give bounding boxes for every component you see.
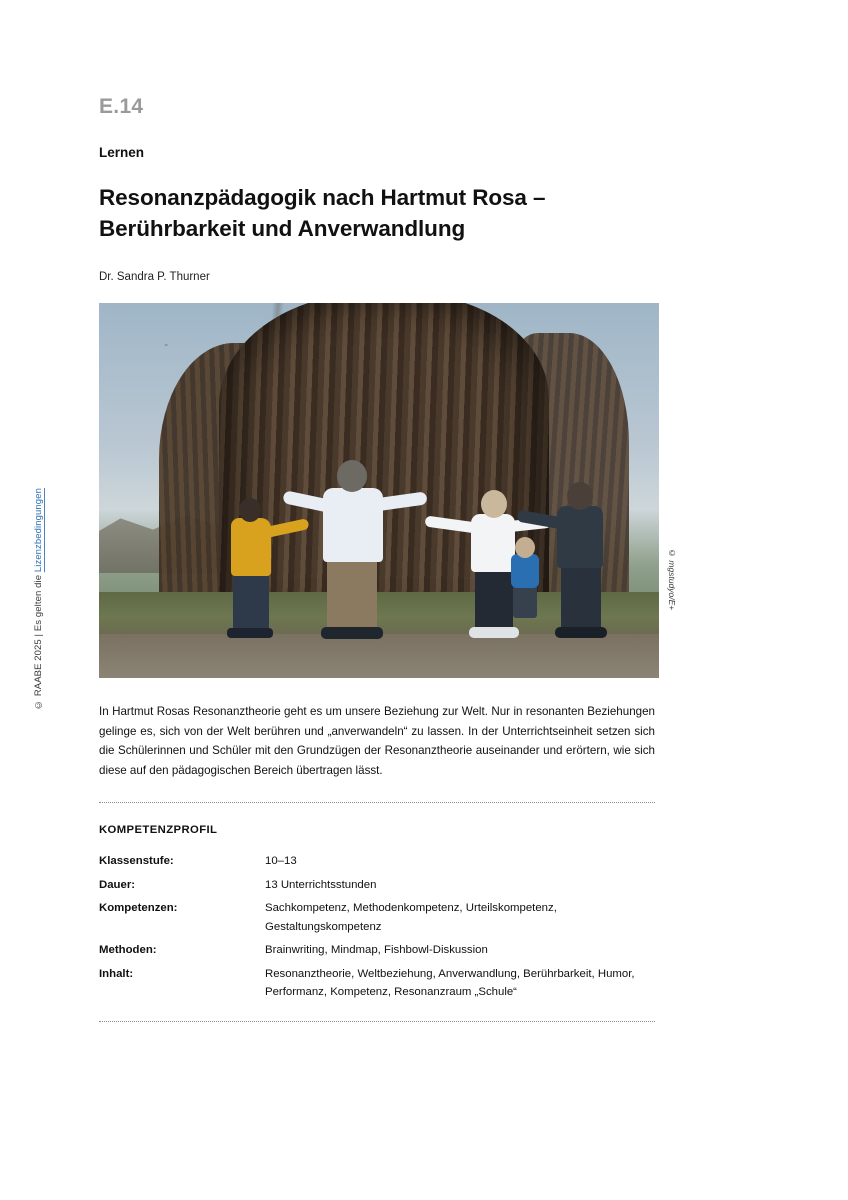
photo-person-1 xyxy=(209,494,287,634)
divider-top xyxy=(99,802,655,803)
competence-profile-heading: KOMPETENZPROFIL xyxy=(99,824,218,836)
hero-figure xyxy=(99,303,677,678)
hero-image xyxy=(99,303,659,678)
table-row xyxy=(99,852,655,876)
page-title: Resonanzpädagogik nach Hartmut Rosa – Berührbarkeit und Anverwandlung xyxy=(99,185,546,241)
row-value: Sachkompetenz, Methodenkompetenz, Urteilskompetenz, Gestaltungskompetenz xyxy=(265,902,557,933)
row-value: Resonanztheorie, Weltbeziehung, Anverwandlung, Berührbarkeit, Humor, Performanz, Kompetenz, Resonanzraum „Schule“ xyxy=(265,967,635,998)
row-key: Klassenstufe: xyxy=(99,855,174,867)
intro-paragraph: In Hartmut Rosas Resonanztheorie geht es um unsere Beziehung zur Welt. Nur in resonanten Beziehungen gelinge es, sich von der Welt berühren und „anverwandeln“ zu lassen. In der Unterrichtseinheit setzen sich die Schülerinnen und Schüler mit den Grundzügen der Resonanztheorie auseinander und erörtern, wie sich diese auf den pädagogischen Bereich übertragen lässt. xyxy=(99,705,655,777)
divider-bottom xyxy=(99,1021,655,1022)
copyright-sidebar xyxy=(30,480,48,710)
copyright-text: © RAABE 2025 | Es gelten die xyxy=(33,572,44,710)
row-value: 10–13 xyxy=(265,855,297,867)
image-credit: © mgstudyo/E+ xyxy=(667,548,677,611)
photo-person-2 xyxy=(295,434,415,634)
photo-person-4 xyxy=(531,464,627,634)
table-row xyxy=(99,941,655,965)
row-key: Methoden: xyxy=(99,944,157,956)
row-value: Brainwriting, Mindmap, Fishbowl-Diskussion xyxy=(265,944,488,956)
category-label: Lernen xyxy=(99,145,145,160)
content-column xyxy=(99,0,677,1022)
table-row xyxy=(99,965,655,1007)
license-link[interactable]: Lizenzbedingungen xyxy=(33,488,44,573)
row-key: Inhalt: xyxy=(99,967,134,980)
table-row xyxy=(99,899,655,941)
author-name: Dr. Sandra P. Thurner xyxy=(99,271,210,283)
row-key: Dauer: xyxy=(99,878,136,891)
photo-path xyxy=(99,634,659,678)
row-key: Kompetenzen: xyxy=(99,902,178,914)
competence-profile-table xyxy=(99,852,655,1007)
row-value: 13 Unterrichtsstunden xyxy=(265,878,377,891)
unit-code: E.14 xyxy=(99,95,144,118)
table-row xyxy=(99,876,655,900)
